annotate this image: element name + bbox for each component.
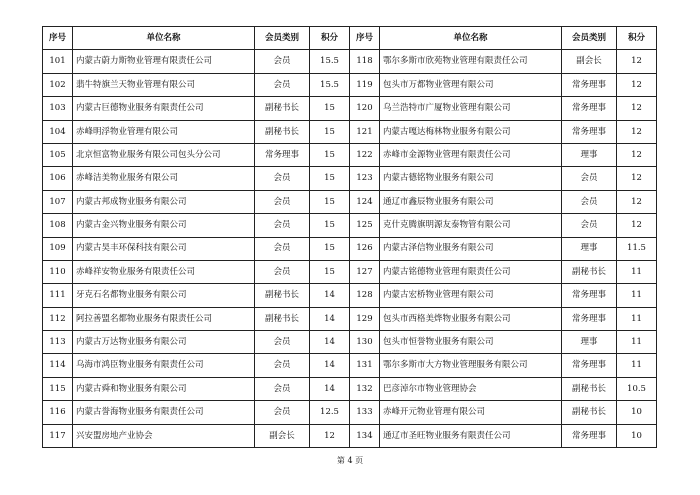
cell-member-type: 会员 (255, 167, 310, 190)
cell-number: 111 (43, 284, 73, 307)
table-row (43, 331, 657, 354)
table-row (43, 354, 657, 377)
cell-unit-name: 内蒙古誉海物业服务有限责任公司 (73, 401, 255, 424)
cell-unit-name: 乌兰浩特市广厦物业管理有限公司 (380, 97, 562, 120)
cell-number: 119 (350, 73, 380, 96)
cell-unit-name: 翡牛特旗兰天物业管理有限公司 (73, 73, 255, 96)
cell-number: 122 (350, 143, 380, 166)
cell-number: 103 (43, 97, 73, 120)
cell-score: 15 (310, 237, 350, 260)
cell-member-type: 会员 (255, 73, 310, 96)
cell-number: 108 (43, 214, 73, 237)
cell-score: 12 (617, 50, 657, 73)
cell-unit-name: 兴安盟房地产业协会 (73, 424, 255, 447)
page-footer: 第 4 页 (336, 456, 364, 465)
cell-member-type: 副秘书长 (255, 284, 310, 307)
cell-score: 15.5 (310, 73, 350, 96)
header-number: 序号 (350, 27, 380, 50)
cell-number: 106 (43, 167, 73, 190)
cell-unit-name: 赤峰祥安物业服务有限责任公司 (73, 260, 255, 283)
cell-score: 12 (617, 214, 657, 237)
cell-unit-name: 赤峰市金源物业管理有限责任公司 (380, 143, 562, 166)
header-number: 序号 (43, 27, 73, 50)
header-member-type: 会员类别 (562, 27, 617, 50)
table-row (43, 284, 657, 307)
header-member-type: 会员类别 (255, 27, 310, 50)
cell-unit-name: 内蒙古泽信物业服务有限公司 (380, 237, 562, 260)
cell-member-type: 常务理事 (562, 284, 617, 307)
table-row (43, 143, 657, 166)
cell-number: 120 (350, 97, 380, 120)
cell-member-type: 常务理事 (562, 73, 617, 96)
cell-unit-name: 乌海市鸿臣物业服务有限责任公司 (73, 354, 255, 377)
cell-score: 14 (310, 331, 350, 354)
table-row (43, 214, 657, 237)
cell-number: 116 (43, 401, 73, 424)
cell-number: 109 (43, 237, 73, 260)
cell-number: 128 (350, 284, 380, 307)
cell-member-type: 常务理事 (562, 307, 617, 330)
cell-member-type: 副秘书长 (562, 401, 617, 424)
cell-unit-name: 赤峰明浮物业管理有限公司 (73, 120, 255, 143)
cell-unit-name: 赤峰洁美物业服务有限公司 (73, 167, 255, 190)
cell-member-type: 常务理事 (562, 424, 617, 447)
cell-number: 107 (43, 190, 73, 213)
cell-member-type: 常务理事 (562, 120, 617, 143)
cell-unit-name: 内蒙古铭德物业管理有限责任公司 (380, 260, 562, 283)
cell-score: 12 (617, 190, 657, 213)
cell-member-type: 副秘书长 (562, 260, 617, 283)
cell-unit-name: 内蒙古舜和物业服务有限公司 (73, 377, 255, 400)
cell-score: 12 (617, 167, 657, 190)
cell-number: 105 (43, 143, 73, 166)
cell-number: 104 (43, 120, 73, 143)
cell-unit-name: 赤峰开元物业管理有限公司 (380, 401, 562, 424)
cell-score: 12 (310, 424, 350, 447)
cell-member-type: 会员 (255, 377, 310, 400)
cell-number: 118 (350, 50, 380, 73)
header-score: 积分 (310, 27, 350, 50)
cell-member-type: 会员 (562, 214, 617, 237)
cell-score: 11 (617, 284, 657, 307)
cell-score: 12 (617, 143, 657, 166)
cell-unit-name: 内蒙古宏桥物业管理有限公司 (380, 284, 562, 307)
cell-unit-name: 牙克石名都物业服务有限公司 (73, 284, 255, 307)
cell-score: 15 (310, 167, 350, 190)
table-row (43, 237, 657, 260)
cell-number: 114 (43, 354, 73, 377)
cell-score: 15 (310, 143, 350, 166)
cell-unit-name: 内蒙古金兴物业服务有限公司 (73, 214, 255, 237)
cell-score: 11.5 (617, 237, 657, 260)
cell-number: 110 (43, 260, 73, 283)
cell-member-type: 常务理事 (562, 354, 617, 377)
table-row (43, 120, 657, 143)
cell-member-type: 副秘书长 (562, 377, 617, 400)
cell-member-type: 会员 (255, 401, 310, 424)
cell-unit-name: 北京恒富物业服务有限公司包头分公司 (73, 143, 255, 166)
cell-score: 11 (617, 260, 657, 283)
table-row (43, 167, 657, 190)
cell-member-type: 会员 (255, 237, 310, 260)
cell-score: 11 (617, 307, 657, 330)
cell-number: 129 (350, 307, 380, 330)
cell-unit-name: 阿拉善盟名都物业服务有限责任公司 (73, 307, 255, 330)
cell-unit-name: 包头市西格美烨物业服务有限公司 (380, 307, 562, 330)
cell-unit-name: 鄂尔多斯市欣苑物业管理有限责任公司 (380, 50, 562, 73)
table-row (43, 50, 657, 73)
cell-number: 125 (350, 214, 380, 237)
cell-score: 12 (617, 120, 657, 143)
cell-unit-name: 内蒙古德铭物业服务有限公司 (380, 167, 562, 190)
cell-unit-name: 包头市恒誉物业服务有限公司 (380, 331, 562, 354)
cell-member-type: 副秘书长 (255, 120, 310, 143)
cell-number: 101 (43, 50, 73, 73)
cell-number: 127 (350, 260, 380, 283)
table-row (43, 424, 657, 447)
cell-score: 11 (617, 331, 657, 354)
table-row (43, 73, 657, 96)
cell-unit-name: 内蒙古嘎达梅林物业服务有限公司 (380, 120, 562, 143)
cell-member-type: 会员 (255, 214, 310, 237)
table-header-row (43, 27, 657, 50)
cell-unit-name: 鄂尔多斯市大方物业管理服务有限公司 (380, 354, 562, 377)
member-score-table (42, 26, 657, 448)
cell-unit-name: 通辽市鑫辰物业服务有限公司 (380, 190, 562, 213)
cell-unit-name: 包头市万都物业管理有限公司 (380, 73, 562, 96)
cell-number: 130 (350, 331, 380, 354)
cell-score: 11 (617, 354, 657, 377)
cell-member-type: 会员 (255, 260, 310, 283)
cell-member-type: 理事 (562, 143, 617, 166)
table-row (43, 401, 657, 424)
cell-number: 113 (43, 331, 73, 354)
cell-number: 132 (350, 377, 380, 400)
cell-score: 15 (310, 97, 350, 120)
cell-score: 15.5 (310, 50, 350, 73)
cell-unit-name: 内蒙古邦成物业服务有限公司 (73, 190, 255, 213)
cell-score: 12.5 (310, 401, 350, 424)
cell-unit-name: 内蒙古昊丰环保科技有限公司 (73, 237, 255, 260)
cell-unit-name: 内蒙古蔚力斯物业管理有限责任公司 (73, 50, 255, 73)
cell-score: 14 (310, 284, 350, 307)
cell-member-type: 副会长 (255, 424, 310, 447)
cell-number: 124 (350, 190, 380, 213)
cell-member-type: 会员 (562, 167, 617, 190)
cell-number: 115 (43, 377, 73, 400)
cell-score: 10 (617, 424, 657, 447)
cell-score: 12 (617, 97, 657, 120)
cell-member-type: 会员 (255, 354, 310, 377)
cell-number: 133 (350, 401, 380, 424)
cell-number: 102 (43, 73, 73, 96)
cell-number: 121 (350, 120, 380, 143)
header-unit-name: 单位名称 (380, 27, 562, 50)
cell-member-type: 常务理事 (562, 97, 617, 120)
table-row (43, 260, 657, 283)
cell-number: 117 (43, 424, 73, 447)
cell-number: 131 (350, 354, 380, 377)
cell-number: 112 (43, 307, 73, 330)
table-row (43, 307, 657, 330)
cell-score: 15 (310, 120, 350, 143)
cell-number: 126 (350, 237, 380, 260)
cell-member-type: 会员 (255, 331, 310, 354)
cell-member-type: 会员 (562, 190, 617, 213)
cell-unit-name: 巴彦淖尔市物业管理协会 (380, 377, 562, 400)
cell-member-type: 副秘书长 (255, 97, 310, 120)
cell-unit-name: 内蒙古万达物业服务有限公司 (73, 331, 255, 354)
cell-score: 12 (617, 73, 657, 96)
cell-score: 10 (617, 401, 657, 424)
table-row (43, 190, 657, 213)
cell-member-type: 常务理事 (255, 143, 310, 166)
cell-member-type: 理事 (562, 237, 617, 260)
cell-unit-name: 通辽市圣旺物业服务有限责任公司 (380, 424, 562, 447)
table-row (43, 377, 657, 400)
header-unit-name: 单位名称 (73, 27, 255, 50)
cell-score: 14 (310, 354, 350, 377)
cell-score: 15 (310, 190, 350, 213)
table-row (43, 97, 657, 120)
header-score: 积分 (617, 27, 657, 50)
cell-member-type: 副秘书长 (255, 307, 310, 330)
cell-member-type: 副会长 (562, 50, 617, 73)
cell-unit-name: 内蒙古巨德物业服务有限责任公司 (73, 97, 255, 120)
cell-number: 134 (350, 424, 380, 447)
cell-member-type: 会员 (255, 190, 310, 213)
cell-score: 14 (310, 307, 350, 330)
cell-score: 10.5 (617, 377, 657, 400)
cell-score: 15 (310, 214, 350, 237)
cell-number: 123 (350, 167, 380, 190)
cell-unit-name: 克什克腾旗明源友泰物管有限公司 (380, 214, 562, 237)
cell-score: 15 (310, 260, 350, 283)
cell-member-type: 理事 (562, 331, 617, 354)
cell-score: 14 (310, 377, 350, 400)
cell-member-type: 会员 (255, 50, 310, 73)
